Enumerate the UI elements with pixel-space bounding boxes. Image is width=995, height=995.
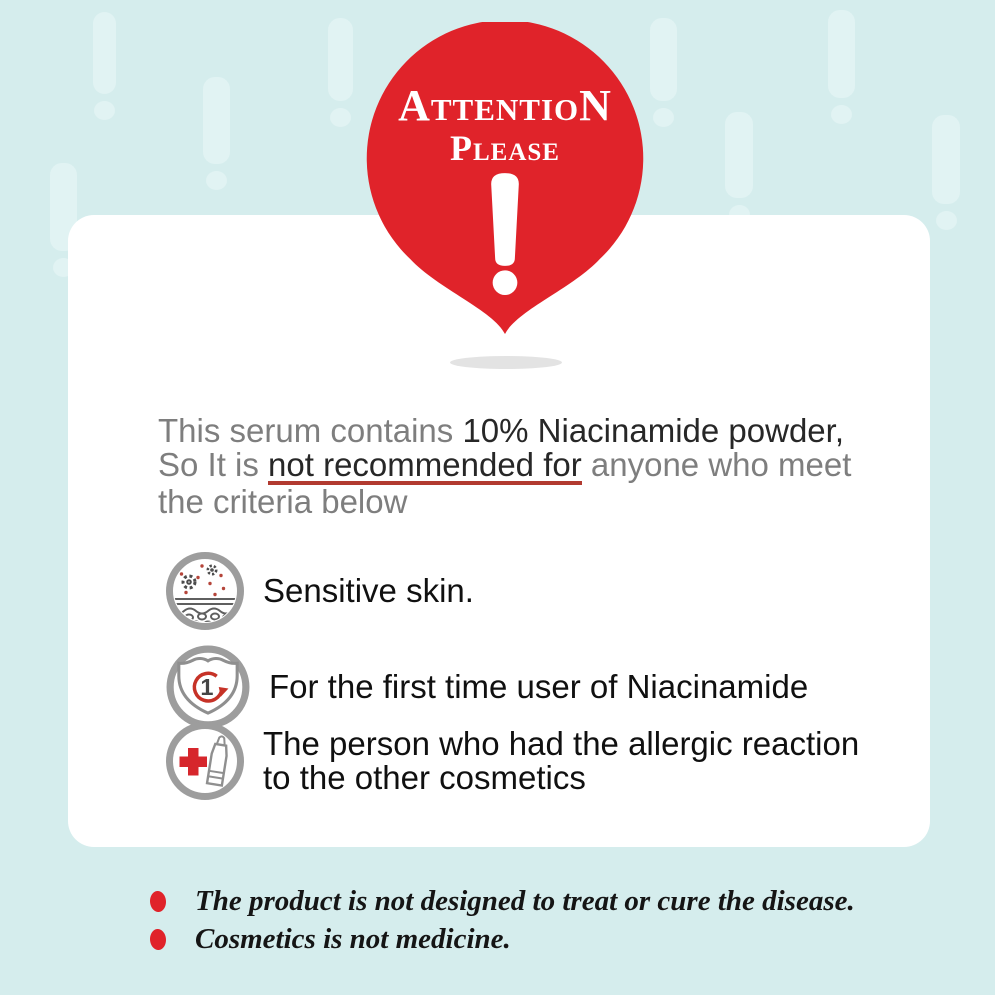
allergic-reaction-icon	[165, 721, 245, 801]
criterion-label-sensitive-skin: Sensitive skin.	[263, 572, 474, 609]
background-exclamation-icon	[328, 18, 353, 128]
background-exclamation-icon	[828, 10, 855, 125]
not-recommended-text: not recommended for	[268, 446, 582, 483]
disclaimer-text-2: Cosmetics is not medicine.	[195, 922, 511, 955]
background-exclamation-icon	[93, 12, 116, 121]
criterion-label-allergic: The person who had the allergic reaction to the other cosmetics	[263, 725, 860, 796]
intro-gray-1: This serum contains	[158, 412, 463, 449]
criterion-row-sensitive-skin	[165, 550, 474, 632]
disclaimer-row-1	[150, 886, 855, 916]
number-one-badge: 1	[200, 674, 214, 701]
intro-dark-1: 10% Niacinamide powder,	[462, 412, 844, 449]
attention-subtitle: Please	[450, 128, 560, 168]
bullet-icon	[149, 928, 166, 950]
background-exclamation-icon	[932, 115, 960, 231]
attention-title: AttentioN	[398, 81, 612, 130]
attention-balloon	[365, 22, 645, 338]
intro-gray-3: anyone who meet	[581, 446, 852, 483]
exclamation-icon	[491, 173, 519, 266]
disclaimer-row-2	[150, 924, 511, 954]
bullet-icon	[149, 890, 166, 912]
criterion-label-first-time: For the first time user of Niacinamide	[269, 668, 809, 705]
balloon-shadow	[450, 356, 562, 369]
criterion-row-allergic	[165, 718, 863, 804]
background-exclamation-icon	[650, 18, 677, 128]
background-exclamation-icon	[725, 112, 753, 225]
balloon-pin-icon	[365, 22, 645, 338]
intro-gray-2: So It is	[158, 446, 269, 483]
sensitive-skin-icon	[165, 551, 245, 631]
intro-paragraph	[158, 414, 888, 519]
background-exclamation-icon	[203, 77, 230, 191]
intro-gray-4: the criteria below	[158, 483, 408, 520]
disclaimer-text-1: The product is not designed to treat or cure the disease.	[195, 884, 855, 917]
